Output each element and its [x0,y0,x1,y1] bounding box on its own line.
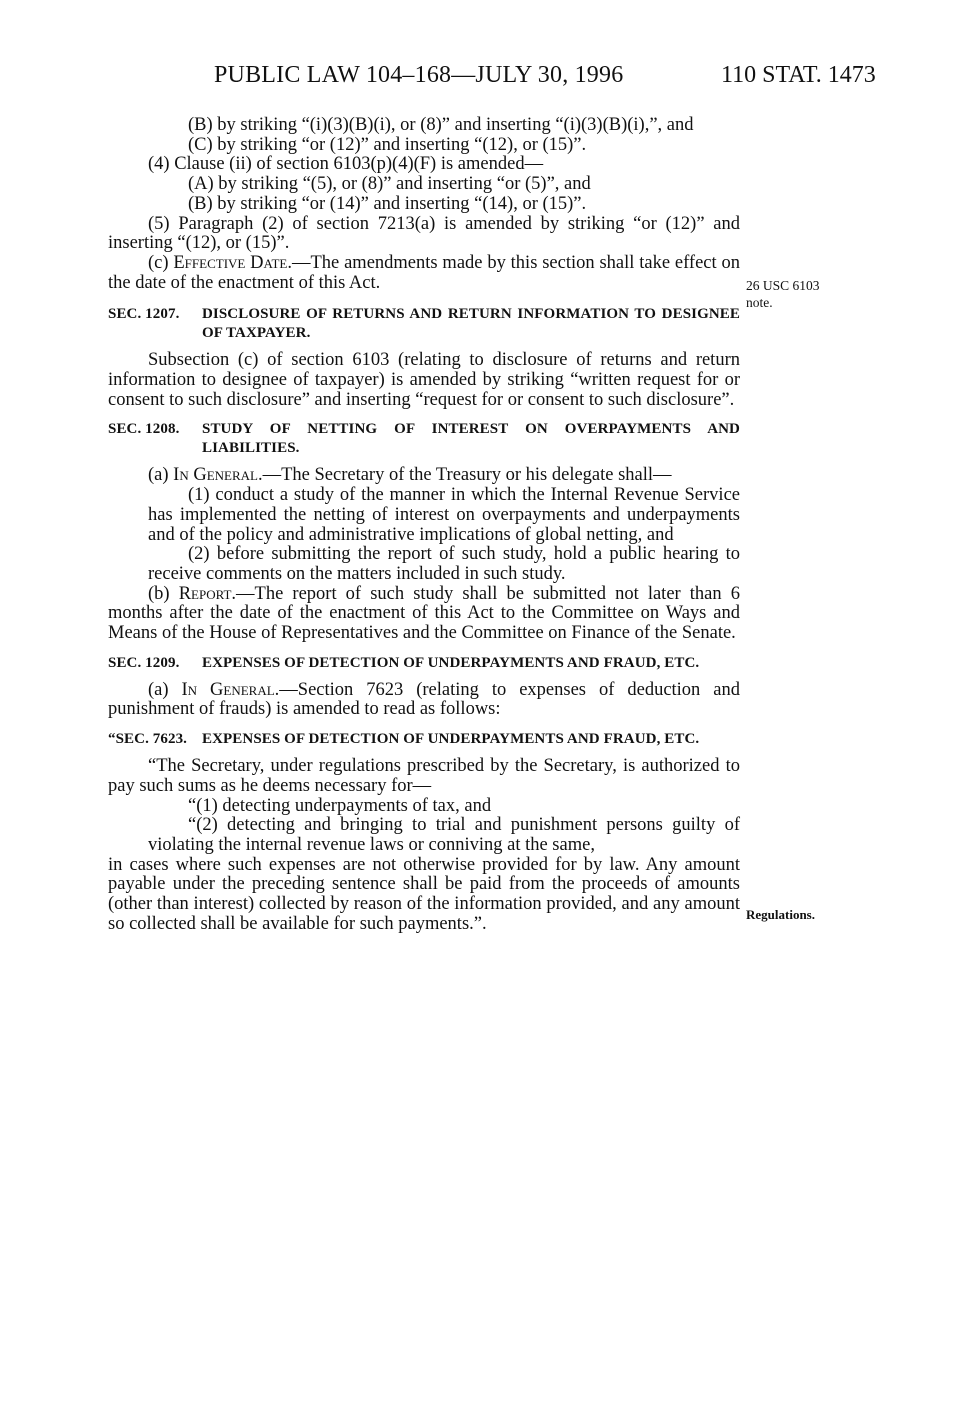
section-title-1209: EXPENSES OF DETECTION OF UNDERPAYMENTS AND FRAUD, ETC. [202,654,700,671]
section-heading-1208 [108,420,740,458]
running-header-title: PUBLIC LAW 104–168—JULY 30, 1996 [214,62,624,88]
paragraph-a-1209-heading: In General [181,679,275,700]
margin-note-usc-citation: 26 USC 6103 [746,278,820,293]
section-title-1208: STUDY OF NETTING OF INTEREST ON OVERPAYMENTS AND LIABILITIES. [202,421,740,457]
paragraph-5-section-7213: (5) Paragraph (2) of section 7213(a) is amended by striking “or (12)” and inserting “(12), or (15)”. [108,213,740,254]
paragraph-a-in-general-1208 [108,466,740,486]
section-title-7623: EXPENSES OF DETECTION OF UNDERPAYMENTS AND FRAUD, ETC. [202,731,700,748]
paragraph-b-report [108,585,740,644]
running-header-page-number: 110 STAT. 1473 [721,62,876,88]
paragraph-c-text: .—The amendments made by this section shall take effect on the date of the enactment of this Act. [108,252,740,293]
paragraph-c-effective-date [108,254,740,293]
section-1207-text: Subsection (c) of section 6103 (relating to disclosure of returns and return information to designee of taxpayer) is amended by striking “written request for or consent to such disclosure” and inserting “request for or consent to such disclosure”. [108,350,740,410]
paragraph-2-public-hearing: (2) before submitting the report of such study, hold a public hearing to receive comments on the matters included in such study. [148,544,740,584]
paragraph-b-heading: Report [178,583,232,604]
paragraph-1-conduct-study: (1) conduct a study of the manner in which the Internal Revenue Service has implemented the netting of interest on overpayments and underpayments and of the policy and administrative implications of global netting, and [148,485,740,545]
paragraph-c-heading: Effective Date [173,252,288,273]
paragraph-a-label: (a) [148,465,174,486]
section-heading-1209 [108,654,740,673]
section-number-7623: “SEC. 7623. [108,731,188,748]
paragraph-4-clause-ii: (4) Clause (ii) of section 6103(p)(4)(F) is amended— [148,154,544,175]
section-7623-item-2: “(2) detecting and bringing to trial and punishment persons guilty of violating the internal revenue laws or conniving at the same, [148,815,740,855]
paragraph-b-label: (b) [148,583,179,604]
section-number-1209: SEC. 1209. [108,654,180,671]
section-title-1207: DISCLOSURE OF RETURNS AND RETURN INFORMATION TO DESIGNEE OF TAXPAYER. [202,306,740,342]
paragraph-a-heading: In General [173,465,258,486]
paragraph-c-label: (c) [148,252,174,273]
margin-note-regulations: Regulations. [746,907,815,922]
paragraph-a-text: .—The Secretary of the Treasury or his delegate shall— [257,465,672,486]
section-7623-closing: in cases where such expenses are not otherwise provided for by law. Any amount payable under the preceding sentence shall be paid from the proceeds of amounts (other than interest) collected by reason of the information provided, and any amount so collected shall be available for such payments.”. [108,854,740,934]
document-body [108,116,740,935]
paragraph-a-striking-5: (A) by striking “(5), or (8)” and inserting “or (5)”, and [188,174,591,195]
section-heading-7623 [108,730,740,749]
paragraph-b-striking-14: (B) by striking “or (14)” and inserting “(14), or (15)”. [188,193,587,214]
section-7623-intro: “The Secretary, under regulations prescribed by the Secretary, is authorized to pay such sums as he deems necessary for— [108,756,740,796]
paragraph-a-in-general-1209 [108,681,740,720]
paragraph-b-striking-8: (B) by striking “(i)(3)(B)(i), or (8)” and inserting “(i)(3)(B)(i),”, and [188,115,694,135]
margin-note-usc [746,277,820,311]
section-heading-1207 [108,305,740,343]
paragraph-b-text: .—The report of such study shall be submitted not later than 6 months after the date of the enactment of this Act to the Committee on Ways and Means of the House of Representatives and the Committee on Finance of the Senate. [108,583,740,644]
paragraph-c-striking-12: (C) by striking “or (12)” and inserting “(12), or (15)”. [188,134,587,155]
section-7623-item-1: “(1) detecting underpayments of tax, and [188,795,492,816]
margin-note-usc-note: note. [746,295,773,310]
paragraph-a-1209-text: .—Section 7623 (relating to expenses of deduction and punishment of frauds) is amended to read as follows: [108,679,740,720]
paragraph-a-1209-label: (a) [148,679,182,700]
section-number-1207: SEC. 1207. [108,306,180,323]
section-number-1208: SEC. 1208. [108,421,180,438]
